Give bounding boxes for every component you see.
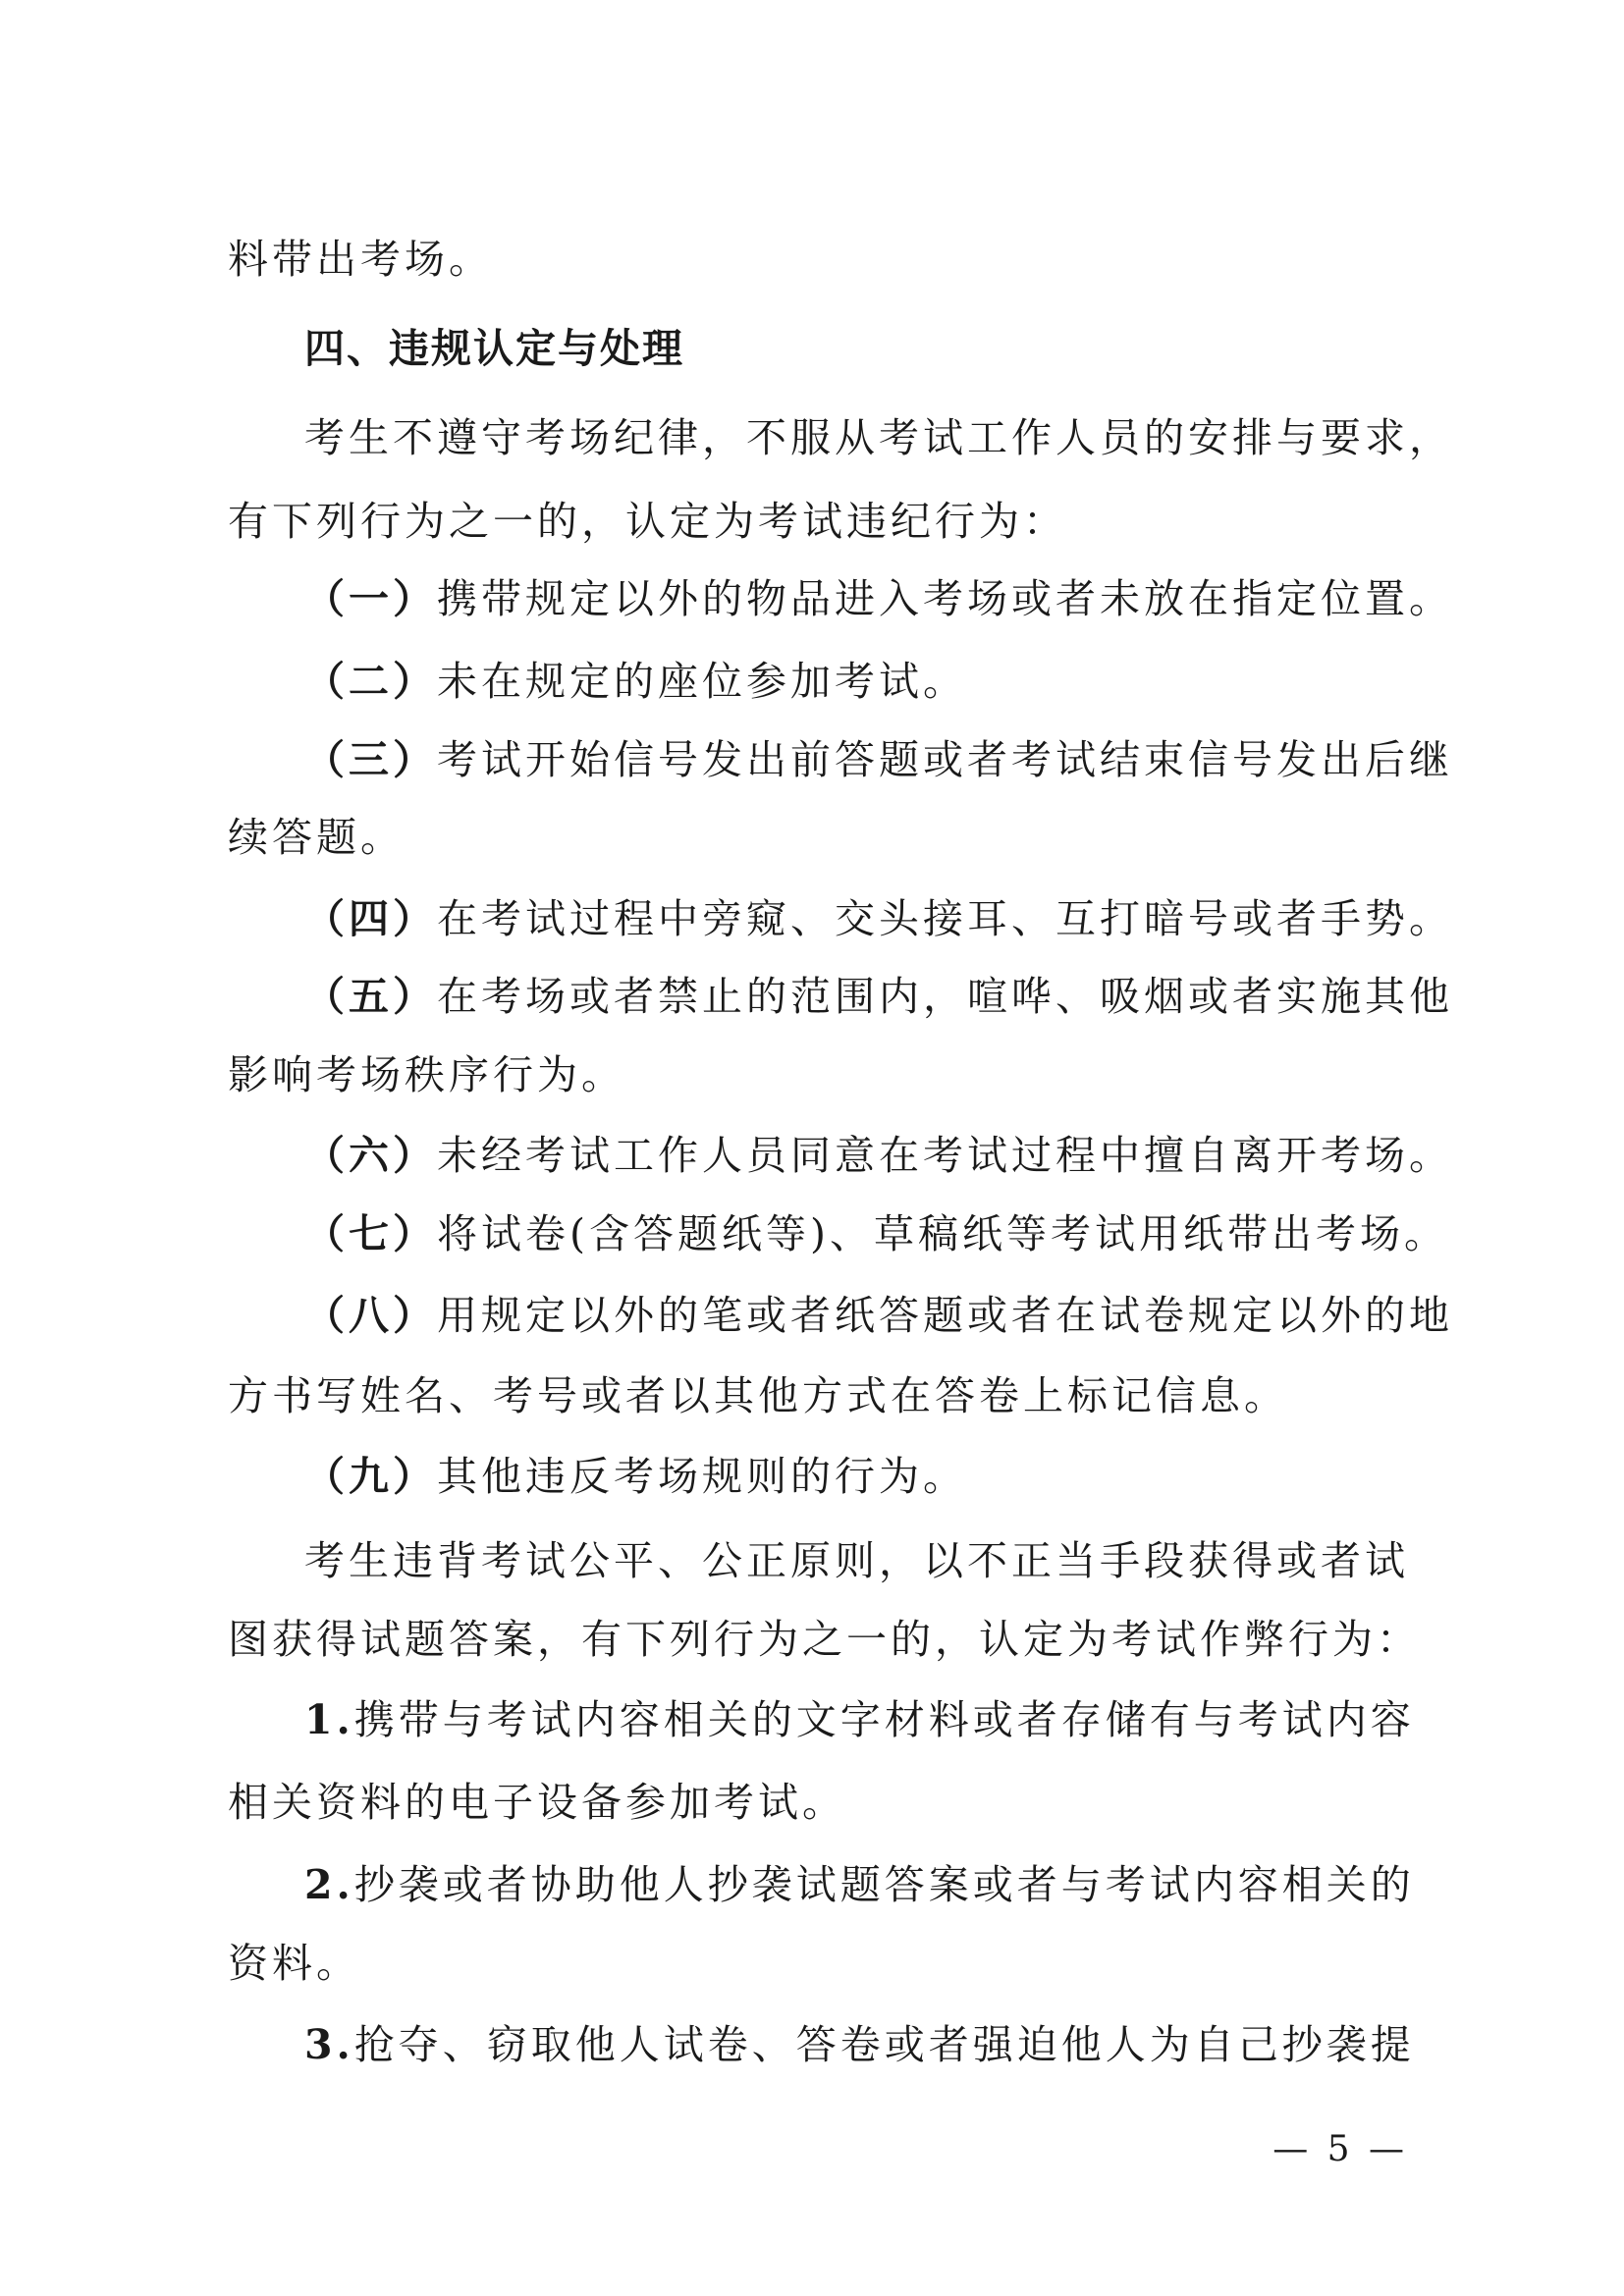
text-line [228, 492, 1406, 551]
item-text: 未在规定的座位参加考试。 [437, 658, 967, 705]
item-text: 在考场或者禁止的范围内，喧哗、吸烟或者实施其他 [437, 973, 1453, 1020]
item-text: 未经考试工作人员同意在考试过程中擅自离开考场。 [437, 1132, 1453, 1179]
item-text: 考试开始信号发出前答题或者考试结束信号发出后继 [437, 736, 1453, 783]
item-label: （九） [304, 1453, 437, 1500]
list-item [304, 1855, 1415, 1914]
item-label: （一） [304, 575, 437, 622]
text-line [304, 408, 1453, 467]
line-text: 考生违背考试公平、公正原则，以不正当手段获得或者试 [304, 1537, 1409, 1584]
text-line [228, 230, 1406, 289]
list-item [304, 2015, 1415, 2074]
list-item [304, 730, 1453, 789]
item-label: 2. [304, 1861, 354, 1908]
section-heading [304, 319, 1406, 378]
line-text: 料带出考场。 [228, 236, 493, 283]
list-item [304, 967, 1453, 1026]
item-text: 将试卷(含答题纸等)、草稿纸等考试用纸带出考场。 [437, 1210, 1448, 1257]
text-line [228, 1610, 1421, 1669]
item-label: （四） [304, 895, 437, 942]
item-label: （三） [304, 736, 437, 783]
item-label: （五） [304, 973, 437, 1020]
item-text: 携带规定以外的物品进入考场或者未放在指定位置。 [437, 575, 1453, 622]
text-line [228, 808, 1406, 867]
text-line [228, 1934, 1406, 1993]
list-item [304, 1286, 1453, 1345]
item-text: 携带与考试内容相关的文字材料或者存储有与考试内容 [353, 1696, 1415, 1743]
list-item [304, 1204, 1448, 1263]
item-text: 抄袭或者协助他人抄袭试题答案或者与考试内容相关的 [353, 1861, 1415, 1908]
list-item [304, 1690, 1415, 1749]
item-text: 其他违反考场规则的行为。 [437, 1453, 967, 1500]
list-item [304, 569, 1453, 628]
item-label: 3. [304, 2021, 354, 2068]
list-item [304, 889, 1453, 948]
line-text: 影响考场秩序行为。 [228, 1051, 625, 1098]
page-number: — 5 — [1272, 2129, 1408, 2169]
line-text: 相关资料的电子设备参加考试。 [228, 1779, 846, 1826]
text-line [228, 1773, 1406, 1832]
line-text: 图获得试题答案，有下列行为之一的，认定为考试作弊行为： [228, 1616, 1421, 1663]
item-label: （二） [304, 658, 437, 705]
item-text: 用规定以外的笔或者纸答题或者在试卷规定以外的地 [437, 1292, 1453, 1339]
list-item [304, 652, 1406, 711]
item-label: （六） [304, 1132, 437, 1179]
item-label: （八） [304, 1292, 437, 1339]
item-text: 抢夺、窃取他人试卷、答卷或者强迫他人为自己抄袭提 [353, 2021, 1415, 2068]
text-line [228, 1366, 1406, 1425]
item-text: 在考试过程中旁窥、交头接耳、互打暗号或者手势。 [437, 895, 1453, 942]
text-line [228, 1045, 1406, 1104]
line-text: 有下列行为之一的，认定为考试违纪行为： [228, 498, 1067, 545]
item-label: （七） [304, 1210, 437, 1257]
line-text: 续答题。 [228, 814, 405, 861]
text-line [304, 1531, 1409, 1590]
line-text: 资料。 [228, 1940, 360, 1987]
list-item [304, 1126, 1453, 1185]
heading-text: 四、违规认定与处理 [304, 325, 684, 372]
line-text: 考生不遵守考场纪律，不服从考试工作人员的安排与要求， [304, 414, 1453, 461]
line-text: 方书写姓名、考号或者以其他方式在答卷上标记信息。 [228, 1372, 1288, 1419]
list-item [304, 1447, 1406, 1506]
item-label: 1. [304, 1696, 354, 1743]
